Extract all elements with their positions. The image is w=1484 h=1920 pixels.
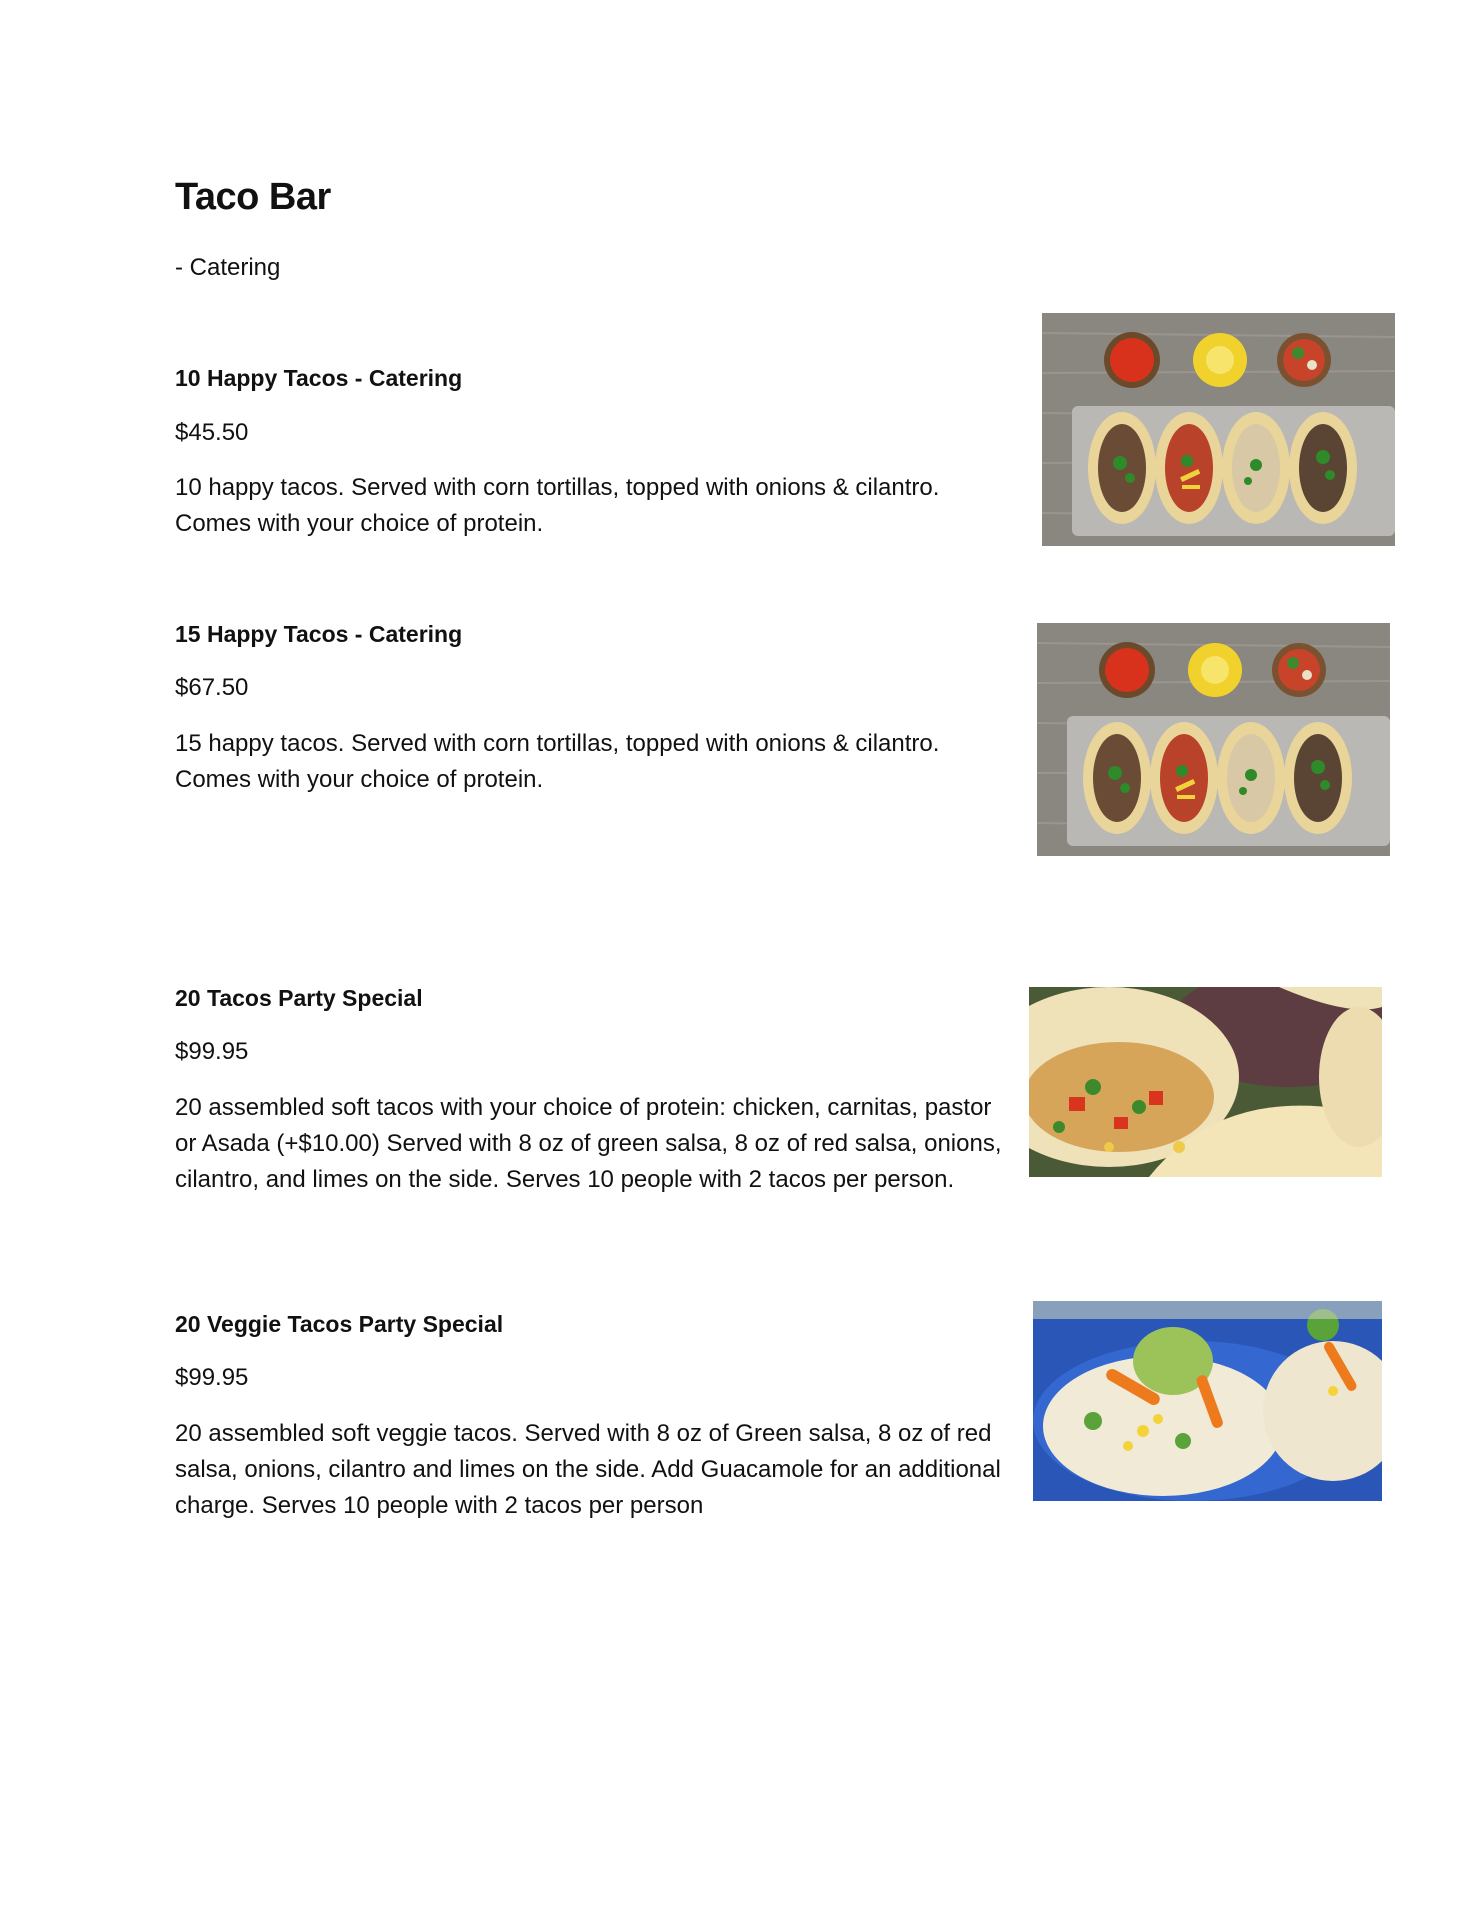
page-subtitle: - Catering: [175, 254, 281, 281]
item-name: 20 Veggie Tacos Party Special: [175, 1311, 504, 1337]
item-description: 20 assembled soft veggie tacos. Served with 8 oz of Green salsa, 8 oz of red salsa, onions, cilantro and limes on the side. Add Guacamole for an additional charge. Serves 10 people with 2 tacos per person: [175, 1420, 1001, 1519]
taco-tray-photo: [1042, 313, 1395, 546]
item-price: $99.95: [175, 1038, 249, 1065]
item-description: 20 assembled soft tacos with your choice of protein: chicken, carnitas, pastor or Asada (+$10.00) Served with 8 oz of green salsa, 8 oz of red salsa, onions, cilantro, and limes on the side. Serves 10 people with 2 tacos per person.: [175, 1094, 1002, 1193]
veggie-tacos-photo: [1033, 1301, 1382, 1501]
item-price: $67.50: [175, 674, 249, 701]
taco-tray-photo: [1037, 623, 1390, 856]
item-description: 15 happy tacos. Served with corn tortillas, topped with onions & cilantro. Comes with your choice of protein.: [175, 730, 940, 793]
item-name: 10 Happy Tacos - Catering: [175, 365, 463, 391]
soft-tacos-photo: [1029, 987, 1382, 1177]
item-price: $99.95: [175, 1364, 249, 1391]
item-price: $45.50: [175, 419, 249, 446]
item-description: 10 happy tacos. Served with corn tortillas, topped with onions & cilantro. Comes with your choice of protein.: [175, 474, 940, 537]
item-name: 15 Happy Tacos - Catering: [175, 621, 463, 647]
item-name: 20 Tacos Party Special: [175, 985, 423, 1011]
page-title: Taco Bar: [175, 176, 331, 218]
